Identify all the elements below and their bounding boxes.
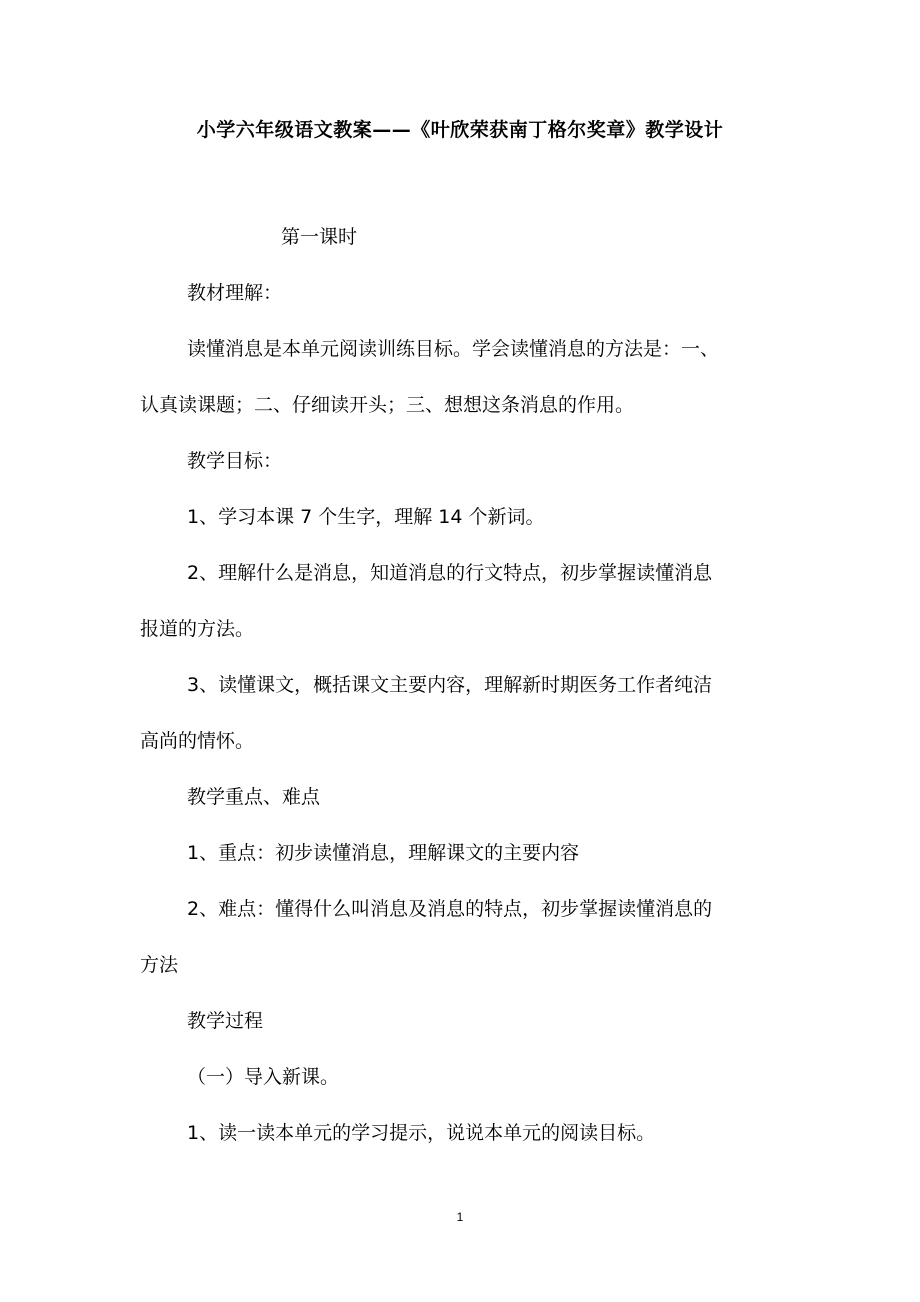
goals-heading: 教学目标： — [187, 450, 283, 472]
goal-item-2-line-1: 2、理解什么是消息，知道消息的行文特点，初步掌握读懂消息 — [187, 562, 713, 584]
process-heading: 教学过程 — [187, 1010, 264, 1032]
process-step-1: （一）导入新课。 — [187, 1066, 340, 1088]
page-number: 1 — [456, 1210, 464, 1224]
lesson-label: 第一课时 — [281, 226, 358, 248]
goal-item-3-line-2: 高尚的情怀。 — [140, 730, 255, 752]
goal-item-3-line-1: 3、读懂课文，概括课文主要内容，理解新时期医务工作者纯洁 — [187, 674, 713, 696]
key-point-1: 1、重点：初步读懂消息，理解课文的主要内容 — [187, 842, 580, 864]
material-heading: 教材理解： — [187, 282, 283, 304]
material-text-line-2: 认真读课题；二、仔细读开头；三、想想这条消息的作用。 — [140, 394, 635, 416]
goal-item-1: 1、学习本课 7 个生字，理解 14 个新词。 — [187, 506, 545, 528]
key-point-2-line-1: 2、难点：懂得什么叫消息及消息的特点，初步掌握读懂消息的 — [187, 898, 713, 920]
material-text-line-1: 读懂消息是本单元阅读训练目标。学会读懂消息的方法是：一、 — [187, 338, 720, 360]
key-points-heading: 教学重点、难点 — [187, 786, 321, 808]
document-title: 小学六年级语文教案——《叶欣荣获南丁格尔奖章》教学设计 — [196, 119, 724, 141]
process-item-1: 1、读一读本单元的学习提示，说说本单元的阅读目标。 — [187, 1122, 656, 1144]
goal-item-2-line-2: 报道的方法。 — [140, 618, 255, 640]
key-point-2-line-2: 方法 — [140, 954, 179, 976]
